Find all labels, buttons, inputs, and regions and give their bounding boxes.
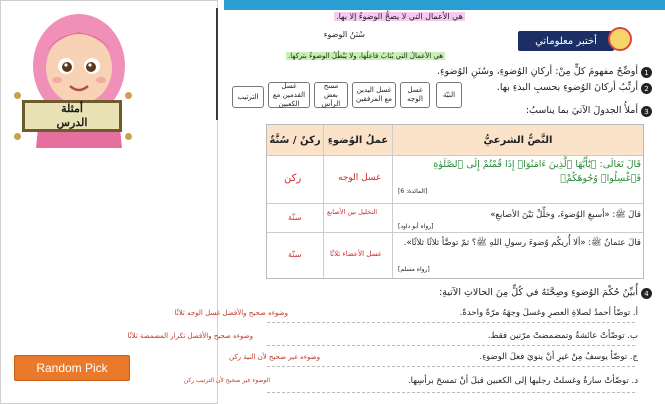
question-2: أرتِّبُ أركانَ الوُضوءِ بحسبِ البدءِ بها. <box>496 82 638 93</box>
answer-line <box>267 366 635 367</box>
answer-a: وضوءه صحيح والأفضل غسل الوجه ثلاثًا <box>174 309 288 317</box>
answer-b: وضوءه صحيح والأفضل تكرار المضمضة ثلاثًا <box>127 332 253 340</box>
case-a: أ. توضّأ أحمدُ لصلاةِ العصرِ وغسلَ وجهَهُ مرّةً واحدةً. <box>459 308 638 318</box>
row1-action[interactable]: غسل الوجه <box>338 173 381 183</box>
row2-type[interactable]: سنّة <box>288 213 302 222</box>
row-border <box>267 203 643 204</box>
header-action: عملُ الوُضوءِ <box>324 125 392 155</box>
sunan-title: سُنَنُ الوضوء <box>323 30 365 39</box>
row1-source: [المائدة: 6] <box>398 188 428 195</box>
definition-pillars: هي الأعمال التي لا يصحُّ الوضوءُ إلا بها. <box>336 12 463 21</box>
question-1: أوضِّحُ مفهومَ كلٍّ مِنْ: أركانِ الوُضوءِ، وسُنَنِ الوُضوءِ. <box>437 66 638 77</box>
row3-text: قالَ عثمانُ ﷺ: «ألا أُريكُم وُضوءَ رسولِ اللهِ ﷺ؟ ثمّ توضَّأ ثلاثًا ثلاثًا». <box>403 238 641 248</box>
row2-source: [رواه أبو داود] <box>398 223 434 230</box>
row3-action[interactable]: غسل الأعضاء ثلاثًا <box>330 250 382 258</box>
option-wipe-head[interactable]: مسح بعض الرأس <box>314 82 348 108</box>
answer-line <box>267 392 635 393</box>
question-3: أملأُ الجدولَ الآتيَ بما يناسبُ: <box>525 105 638 116</box>
column-divider <box>323 125 324 278</box>
question-4: أُبيِّنُ حُكْمَ الوُضوءِ وصِحَّتَهُ في كُلٍّ مِنَ الحالاتِ الآتيةِ: <box>439 287 638 298</box>
random-pick-button[interactable]: Random Pick <box>14 355 130 381</box>
row1-type[interactable]: ركن <box>284 173 302 184</box>
answer-line <box>267 322 635 323</box>
header-type: ركنٌ / سُنَّةٌ <box>267 125 323 155</box>
row3-source: [رواه مسلم] <box>398 266 430 273</box>
row1-text: قَالَ تَعَالَى: ﴿يَٰٓأَيُّهَا ٱلَّذِينَ ءَامَنُوٓا۟ إِذَا قُمْتُمْ إِلَى ٱلصَّلَوٰةِ فَٱغْسِلُوا۟ وُجُوهَكُمْ﴾ <box>433 159 641 184</box>
option-order[interactable]: الترتيب <box>232 86 264 108</box>
row2-text: قالَ ﷺ: «أسبغِ الوُضوءَ، وخلِّلْ بَيْنَ الأصابعِ» <box>490 210 641 220</box>
row-border <box>267 155 643 156</box>
q3-number: 3 <box>641 106 652 117</box>
row-border <box>267 232 643 233</box>
case-d: د. توضّأتْ سارةُ وغسلتْ رجليها إلى الكعبين قبلَ أنْ تمسحَ برأسِها. <box>407 376 638 386</box>
row2-action[interactable]: التخليل بين الأصابع <box>327 208 378 216</box>
case-b: ب. توضّأتْ عائشةُ وتمضمضتْ مرّتين فقط. <box>487 331 638 341</box>
column-divider <box>392 125 393 278</box>
answer-line <box>267 345 635 346</box>
option-wash-feet[interactable]: غسل القدمين مع الكعبين <box>268 82 310 108</box>
q4-number: 4 <box>641 288 652 299</box>
case-c: ج. توضّأ يوسفُ مِنْ غيرِ أنْ ينويَ فعلَ الوضوءِ. <box>479 352 638 362</box>
option-wash-face[interactable]: غسل الوجه <box>400 82 430 108</box>
lesson-examples-sign <box>14 92 132 140</box>
section-badge: أختبر معلوماتي <box>518 31 614 51</box>
sign-line-1: أمثلة <box>61 102 83 115</box>
answer-d: الوضوء غير صحيح لأن الترتيب ركن <box>183 377 270 384</box>
q2-number: 2 <box>641 83 652 94</box>
top-color-bar <box>224 0 665 10</box>
definition-sunan: هي الأعمالُ التي يُثابُ فاعلُها، ولا يَبْطُلُ الوضوءُ بتركها. <box>288 52 443 60</box>
option-wash-hands[interactable]: غسل اليدين مع المرفقين <box>352 82 396 108</box>
sign-line-2: الدرس <box>56 116 88 129</box>
q1-number: 1 <box>641 67 652 78</box>
answer-c: وضوءه غير صحيح لأن النية ركن <box>229 353 320 361</box>
divider <box>216 8 218 120</box>
header-text: النَّصُّ الشرعيُّ <box>393 125 643 155</box>
target-icon <box>608 27 632 51</box>
option-niyyah[interactable]: النيّة <box>436 82 462 108</box>
row3-type[interactable]: سنّة <box>288 250 302 259</box>
